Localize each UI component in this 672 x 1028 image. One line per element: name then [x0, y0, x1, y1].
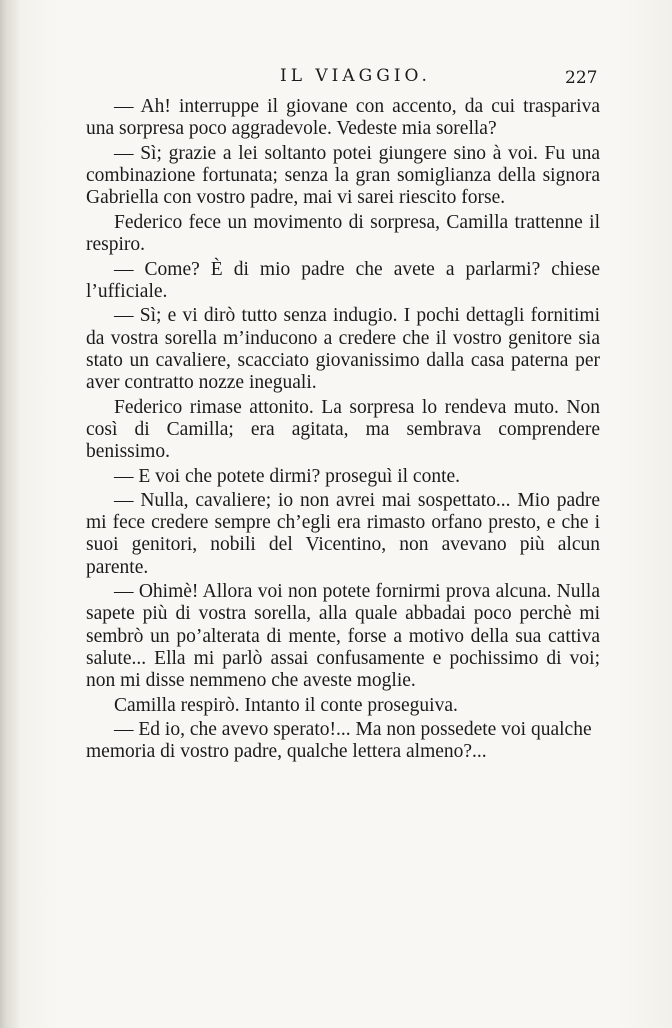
- paragraph: — Ed io, che avevo sperato!... Ma non possedete voi qualche memoria di vostro padre, qualche lettera almeno?...: [86, 719, 592, 763]
- paragraph: — E voi che potete dirmi? proseguì il conte.: [114, 465, 461, 487]
- paragraph: Federico fece un movimento di sorpresa, Camilla trattenne il respiro.: [86, 211, 600, 255]
- page-gutter-shadow: [0, 0, 20, 1028]
- page-header: [0, 66, 672, 88]
- paragraph: — Come? È di mio padre che avete a parlarmi? chiese l’ufficiale.: [86, 258, 600, 302]
- body-text: [86, 96, 600, 766]
- paragraph: Camilla respirò. Intanto il conte proseguiva.: [114, 694, 458, 716]
- paragraph: — Ohimè! Allora voi non potete fornirmi prova alcuna. Nulla sapete più di vostra sorella, alla quale abbadai poco perchè mi sembrò un po’alterata di mente, forse a motivo della sua cattiva salute... Ella mi parlò assai confusamente e pochissimo di voi; non mi disse nemmeno che aveste moglie.: [86, 581, 600, 691]
- paragraph: — Ah! interruppe il giovane con accento, da cui traspariva una sorpresa poco aggradevole. Vedeste mia sorella?: [86, 96, 600, 140]
- paragraph: — Sì; grazie a lei soltanto potei giungere sino à voi. Fu una combinazione fortunata; senza la gran somiglianza della signora Gabriella con vostro padre, mai vi sarei riescito forse.: [86, 142, 600, 209]
- paragraph: Federico rimase attonito. La sorpresa lo rendeva muto. Non così di Camilla; era agitata, ma sembrava comprendere benissimo.: [86, 396, 600, 462]
- page-number: 227: [565, 68, 598, 88]
- running-title: IL VIAGGIO.: [280, 66, 431, 86]
- paragraph: — Nulla, cavaliere; io non avrei mai sospettato... Mio padre mi fece credere sempre ch’egli era rimasto orfano presto, e che i suoi genitori, nobili del Vicentino, non avevano più alcun parente.: [86, 490, 600, 578]
- paragraph: — Sì; e vi dirò tutto senza indugio. I pochi dettagli fornitimi da vostra sorella m’inducono a credere che il vostro genitore sia stato un cavaliere, scacciato giovanissimo dalla casa paterna per aver contratto nozze ineguali.: [86, 305, 600, 393]
